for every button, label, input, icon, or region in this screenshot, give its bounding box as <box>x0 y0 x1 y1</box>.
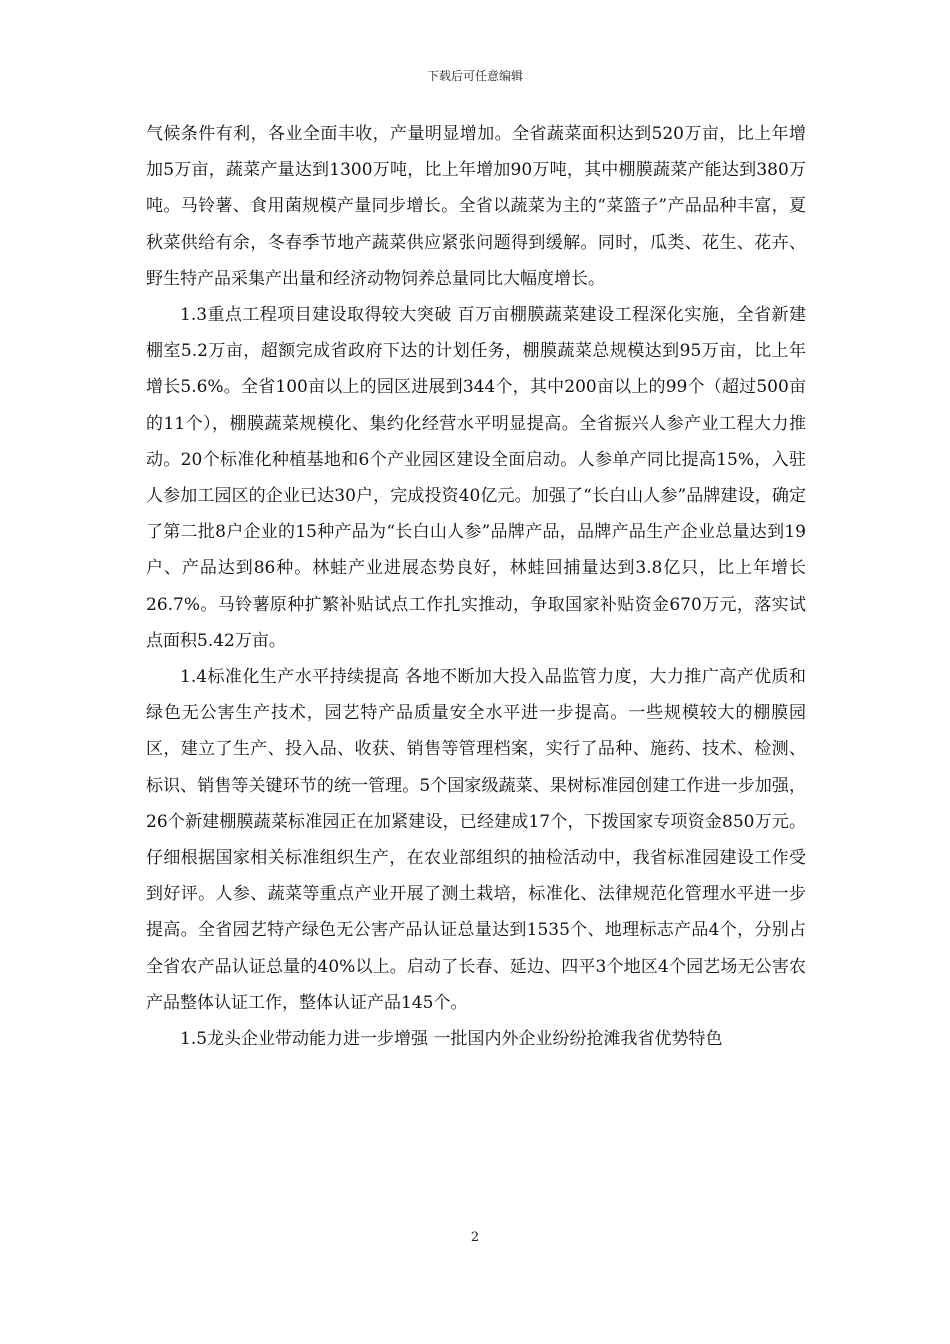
paragraph-continuation: 气候条件有利，各业全面丰收，产量明显增加。全省蔬菜面积达到520万亩，比上年增加5万亩，蔬菜产量达到1300万吨，比上年增加90万吨，其中棚膜蔬菜产能达到380万吨。马铃薯、食用菌规模产量同步增长。全省以蔬菜为主的“菜篮子”产品品种丰富，夏秋菜供给有余，冬春季节地产蔬菜供应紧张问题得到缓解。同时，瓜类、花生、花卉、野生特产品采集产出量和经济动物饲养总量同比大幅度增长。 <box>146 124 806 289</box>
paragraph-section-1-3: 1.3重点工程项目建设取得较大突破 百万亩棚膜蔬菜建设工程深化实施，全省新建棚室5.2万亩，超额完成省政府下达的计划任务，棚膜蔬菜总规模达到95万亩，比上年增长5.6%。全省100亩以上的园区进展到344个，其中200亩以上的99个（超过500亩的11个），棚膜蔬菜规模化、集约化经营水平明显提高。全省振兴人参产业工程大力推动。20个标准化种植基地和6个产业园区建设全面启动。人参单产同比提高15%，入驻人参加工园区的企业已达30户，完成投资40亿元。加强了“长白山人参”品牌建设，确定了第二批8户企业的15种产品为“长白山人参”品牌产品，品牌产品生产企业总量达到19户、产品达到86种。林蛙产业进展态势良好，林蛙回捕量达到3.8亿只，比上年增长26.7%。马铃薯原种扩繁补贴试点工作扎实推动，争取国家补贴资金670万元，落实试点面积5.42万亩。 <box>146 305 806 651</box>
page-number: 2 <box>470 1230 480 1245</box>
paragraph-section-1-4: 1.4标准化生产水平持续提高 各地不断加大投入品监管力度，大力推广高产优质和绿色无公害生产技术，园艺特产品质量安全水平进一步提高。一些规模较大的棚膜园区，建立了生产、投入品、收获、销售等管理档案，实行了品种、施药、技术、检测、标识、销售等关键环节的统一管理。5个国家级蔬菜、果树标准园创建工作进一步加强，26个新建棚膜蔬菜标准园正在加紧建设，已经建成17个，下拨国家专项资金850万元。仔细根据国家相关标准组织生产，在农业部组织的抽检活动中，我省标准园建设工作受到好评。人参、蔬菜等重点产业开展了测土栽培，标准化、法律规范化管理水平进一步提高。全省园艺特产绿色无公害产品认证总量达到1535个、地理标志产品4个，分别占全省农产品认证总量的40%以上。启动了长春、延边、四平3个地区4个园艺场无公害农产品整体认证工作，整体认证产品145个。 <box>146 667 806 1013</box>
page-header: 下载后可任意编辑 <box>426 69 523 83</box>
document-body <box>146 116 806 1057</box>
paragraph-section-1-5: 1.5龙头企业带动能力进一步增强 一批国内外企业纷纷抢滩我省优势特色 <box>180 1029 723 1050</box>
